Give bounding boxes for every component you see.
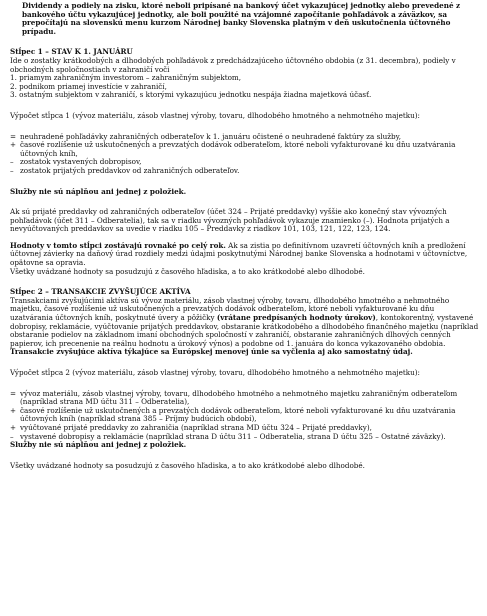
section-heading: Stĺpec 1 – STAV K 1. JANUÁRU [10, 47, 133, 57]
intro-paragraph: Dividendy a podiely na zisku, ktoré neboli pripísané na bankový účet vykazujúcej jednotky alebo prevedené z bankového účtu vykazujúcej jednotky, ale boli použité na vzájomné započítanie pohľadávok a záväzkov, sa prepočítajú na slovenskú menu kurzom Národnej banky Slovenska platným v deň uskutočnenia účtovného prípadu. [22, 1, 461, 36]
eu-note: Transakcie zvyšujúce aktíva týkajúce sa Európskej menovej únie sa vyčlenia aj ako samostatný údaj. [10, 347, 413, 357]
calc-title: Výpočet stĺpca 1 (vývoz materiálu, zásob vlastnej výroby, tovaru, dlhodobého hmotného a nehmotného majetku): [10, 110, 420, 120]
list-item: + vyúčtované prijaté preddavky zo zahraničia (napríklad strana MD účtu 324 – Prijaté preddavky), [10, 422, 372, 432]
section-heading: Stĺpec 2 – TRANSAKCIE ZVYŠUJÚCE AKTÍVA [10, 287, 191, 297]
unchanged-paragraph: Hodnoty v tomto stĺpci zostávajú rovnaké po celý rok. Ak sa zistia po definitívnom uzavretí účtovných kníh a predložení účtovnej závierky na daňový úrad rozdiely medzi údajmi poskytnutými Národnej banke Slovenska a hodnotami v účtovníctve, opätovne sa opravia. [10, 240, 468, 268]
list-item: – zostatok prijatých preddavkov od zahraničných odberateľov. [10, 165, 240, 175]
list-item: 2. podnikom priamej investície v zahraničí, [10, 81, 167, 91]
list-item: – vystavené dobropisy a reklamácie (napríklad strana D účtu 311 – Odberatelia, strana D účtu 325 – Ostatné záväzky). [10, 431, 446, 441]
list-item: 1. priamym zahraničným investorom – zahraničným subjektom, [10, 73, 242, 83]
list-item: – zostatok vystavených dobropisov, [10, 157, 142, 167]
numbered-list [10, 74, 479, 100]
bold-note: Služby nie sú náplňou ani jednej z položiek. [10, 440, 187, 450]
section-paragraph: Transakciami zvyšujúcimi aktíva sú vývoz materiálu, zásob vlastnej výroby, tovaru, dlhodobého hmotného a nehmotného majetku, časové rozlíšenie už uskutočnených a prevzatých dodávok odberateľom, ktoré neboli vyfakturované ku dňu uzatvárania účtovných kníh, poskytnuté úvery a pôžičky (vrátane predpísaných hodnoty úrokov), kontokorentný, vystavené dobropisy, reklamácie, vyúčtovanie prijatých preddavkov, obstaranie krátkodobého a dlhodobého finančného majetku (napríklad obstaranie podielov na základnom imaní obchodných spoločností v zahraničí, obstaranie zahraničných dlhových cenných papierov, ich precenenie na reálnu hodnotu a úrokový výnos) a podobne od 1. januára do konca vykazovaného obdobia. [10, 295, 479, 348]
list-item: + časové rozlíšenie už uskutočnených a prevzatých dodávok odberateľom, ktoré neboli vyfakturované ku dňu uzatvárania účtovných kníh, [10, 140, 456, 158]
list-item: = vývoz materiálu, zásob vlastnej výroby, tovaru, dlhodobého hmotného a nehmotného majetku zahraničným odberateľom (napríklad strana MD účtu 311 – Odberatelia), [10, 388, 458, 407]
calc-list [10, 390, 479, 442]
section-paragraph: Ide o zostatky krátkodobých a dlhodobých pohľadávok z predchádzajúceho účtovného obdobia (z 31. decembra), podiely v obchodných spoločnostiach v zahraničí voči [10, 55, 456, 74]
all-values-note: Všetky uvádzané hodnoty sa posudzujú z časového hľadiska, a to ako krátkodobé alebo dlhodobé. [10, 266, 365, 276]
section-column-1 [10, 48, 479, 276]
advances-paragraph: Ak sú prijaté preddavky od zahraničných odberateľov (účet 324 – Prijaté preddavky) vyššie ako konečný stav vývozných pohľadávok (účet 311 – Odberatelia), tak sa v riadku vývozných pohľadávok vykazuje znamienko (–). Hodnota prijatých a nevyúčtovaných preddavkov sa uvedie v riadku 105 – Preddavky z riadkov 101, 103, 121, 122, 123, 124. [10, 207, 450, 234]
all-values-note: Všetky uvádzané hodnoty sa posudzujú z časového hľadiska, a to ako krátkodobé alebo dlhodobé. [10, 460, 365, 470]
calc-list [10, 133, 479, 176]
section-column-2 [10, 288, 479, 470]
list-item: = neuhradené pohľadávky zahraničných odberateľov k 1. januáru očistené o neuhradené faktúry za služby, [10, 131, 401, 141]
list-item: 3. ostatným subjektom v zahraničí, s ktorými vykazujúcu jednotku nespája žiadna majetková účasť. [10, 90, 372, 100]
bold-note: Služby nie sú náplňou ani jednej z položiek. [10, 186, 187, 196]
calc-title: Výpočet stĺpca 2 (vývoz materiálu, zásob vlastnej výroby, tovaru, dlhodobého hmotného a nehmotného majetku): [10, 368, 420, 377]
list-item: + časové rozlíšenie už uskutočnených a prevzatých dodávok odberateľom, ktoré neboli vyfakturované ku dňu uzatvárania účtovných kníh (napríklad strana 385 – Príjmy budúcich období), [10, 405, 456, 424]
